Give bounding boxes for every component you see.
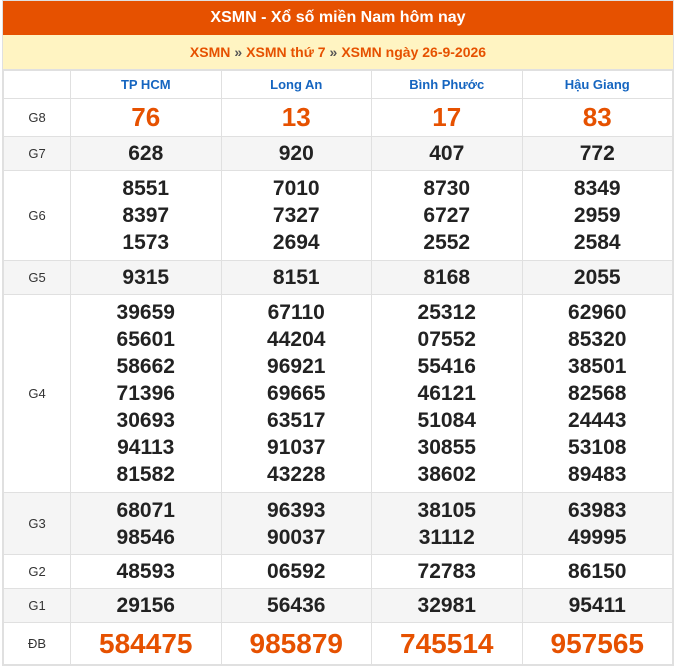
prize-label: G8	[4, 99, 71, 137]
result-cell	[522, 295, 673, 493]
page-title: XSMN - Xổ số miền Nam hôm nay	[3, 1, 673, 35]
result-number: 69665	[267, 382, 326, 405]
result-number: 43228	[267, 463, 326, 486]
result-cell	[221, 295, 372, 493]
result-number: 46121	[417, 382, 476, 405]
result-number: 8397	[122, 204, 170, 227]
result-cell	[372, 171, 523, 261]
result-number: 2584	[573, 231, 621, 254]
result-number: 7327	[272, 204, 320, 227]
result-cell	[221, 589, 372, 623]
result-number: 9315	[122, 266, 170, 289]
result-number: 83	[582, 102, 612, 132]
prize-label: G4	[4, 295, 71, 493]
result-cell	[372, 261, 523, 295]
result-number: 48593	[116, 560, 175, 583]
province-header[interactable]: TP HCM	[71, 71, 222, 99]
result-number: 72783	[417, 560, 476, 583]
result-number: 89483	[568, 463, 627, 486]
breadcrumb-separator: »	[234, 44, 243, 60]
prize-row	[4, 555, 673, 589]
result-number: 24443	[568, 409, 627, 432]
result-number: 31112	[418, 525, 475, 549]
result-cell	[522, 555, 673, 589]
results-body	[4, 99, 673, 665]
province-header[interactable]: Hậu Giang	[522, 71, 673, 99]
result-number: 56436	[267, 594, 326, 617]
result-cell	[71, 171, 222, 261]
prize-label-header	[4, 71, 71, 99]
result-number: 985879	[249, 628, 343, 659]
lottery-results-panel	[2, 0, 674, 666]
result-number: 82568	[568, 382, 627, 405]
result-number: 29156	[116, 594, 175, 617]
result-number: 67110	[267, 301, 325, 324]
result-number: 8730	[423, 177, 471, 200]
result-cell	[522, 99, 673, 137]
province-header-row	[4, 71, 673, 99]
result-number: 407	[429, 142, 465, 165]
result-number: 91037	[267, 436, 326, 459]
prize-row	[4, 589, 673, 623]
result-cell	[71, 493, 222, 555]
prize-label: G6	[4, 171, 71, 261]
result-cell	[71, 99, 222, 137]
result-number: 63983	[568, 498, 627, 522]
prize-label: G2	[4, 555, 71, 589]
result-number: 8151	[272, 266, 320, 289]
result-number: 17	[432, 102, 462, 132]
result-number: 920	[278, 142, 314, 165]
result-cell	[221, 493, 372, 555]
result-number: 90037	[267, 525, 326, 549]
result-cell	[522, 137, 673, 171]
result-number: 62960	[568, 301, 627, 324]
prize-row	[4, 261, 673, 295]
result-cell	[372, 555, 523, 589]
prize-label: ĐB	[4, 623, 71, 665]
result-number: 96921	[267, 355, 326, 378]
result-cell	[71, 589, 222, 623]
breadcrumb	[3, 35, 673, 70]
result-number: 07552	[417, 328, 476, 351]
result-number: 98546	[116, 525, 175, 549]
result-number: 65601	[116, 328, 175, 351]
result-number: 95411	[568, 594, 626, 617]
result-cell	[71, 623, 222, 665]
result-cell	[71, 261, 222, 295]
result-number: 81582	[116, 463, 175, 486]
result-number: 772	[579, 142, 615, 165]
breadcrumb-xsmn-saturday[interactable]: XSMN thứ 7	[246, 44, 326, 60]
prize-row	[4, 99, 673, 137]
result-cell	[71, 137, 222, 171]
result-number: 13	[281, 102, 311, 132]
result-number: 1573	[122, 231, 170, 254]
result-cell	[221, 623, 372, 665]
result-cell	[221, 137, 372, 171]
breadcrumb-xsmn[interactable]: XSMN	[189, 44, 231, 60]
result-number: 94113	[117, 436, 175, 459]
prize-label: G3	[4, 493, 71, 555]
breadcrumb-separator: »	[329, 44, 338, 60]
result-number: 7010	[272, 177, 320, 200]
result-number: 2694	[272, 231, 320, 254]
result-number: 30693	[116, 409, 175, 432]
result-cell	[221, 555, 372, 589]
result-cell	[372, 623, 523, 665]
province-header[interactable]: Long An	[221, 71, 372, 99]
result-number: 6727	[423, 204, 471, 227]
result-cell	[221, 261, 372, 295]
result-cell	[372, 589, 523, 623]
result-number: 8168	[423, 266, 471, 289]
result-number: 76	[131, 102, 161, 132]
result-number: 38501	[568, 355, 627, 378]
prize-row	[4, 137, 673, 171]
result-cell	[522, 623, 673, 665]
result-number: 53108	[568, 436, 627, 459]
result-number: 49995	[568, 525, 627, 549]
result-cell	[372, 295, 523, 493]
results-table	[3, 70, 673, 665]
result-number: 85320	[568, 328, 627, 351]
prize-label: G1	[4, 589, 71, 623]
prize-row	[4, 171, 673, 261]
result-number: 55416	[417, 355, 476, 378]
result-number: 58662	[116, 355, 175, 378]
result-cell	[221, 99, 372, 137]
prize-label: G5	[4, 261, 71, 295]
result-cell	[522, 171, 673, 261]
result-number: 628	[128, 142, 164, 165]
prize-row	[4, 623, 673, 665]
result-number: 38105	[417, 498, 476, 522]
result-number: 8349	[573, 177, 621, 200]
prize-label: G7	[4, 137, 71, 171]
result-cell	[522, 589, 673, 623]
result-number: 44204	[267, 328, 326, 351]
result-number: 2959	[573, 204, 621, 227]
result-number: 2055	[573, 266, 621, 289]
result-number: 38602	[417, 463, 476, 486]
prize-row	[4, 295, 673, 493]
result-number: 25312	[417, 301, 476, 324]
province-header[interactable]: Bình Phước	[372, 71, 523, 99]
result-cell	[71, 555, 222, 589]
prize-row	[4, 493, 673, 555]
result-number: 957565	[550, 628, 644, 659]
result-number: 30855	[417, 436, 476, 459]
result-number: 68071	[116, 498, 175, 522]
result-number: 63517	[267, 409, 326, 432]
result-number: 8551	[122, 177, 170, 200]
result-number: 745514	[400, 628, 494, 659]
result-number: 39659	[116, 301, 175, 324]
result-number: 86150	[568, 560, 627, 583]
result-cell	[372, 137, 523, 171]
result-cell	[372, 493, 523, 555]
result-number: 71396	[116, 382, 175, 405]
result-number: 32981	[417, 594, 476, 617]
result-number: 2552	[423, 231, 471, 254]
result-number: 96393	[267, 498, 326, 522]
result-cell	[522, 261, 673, 295]
result-number: 06592	[267, 560, 326, 583]
result-cell	[372, 99, 523, 137]
result-number: 584475	[99, 628, 193, 659]
result-number: 51084	[417, 409, 476, 432]
result-cell	[221, 171, 372, 261]
result-cell	[71, 295, 222, 493]
breadcrumb-xsmn-date[interactable]: XSMN ngày 26-9-2026	[341, 44, 487, 60]
result-cell	[522, 493, 673, 555]
